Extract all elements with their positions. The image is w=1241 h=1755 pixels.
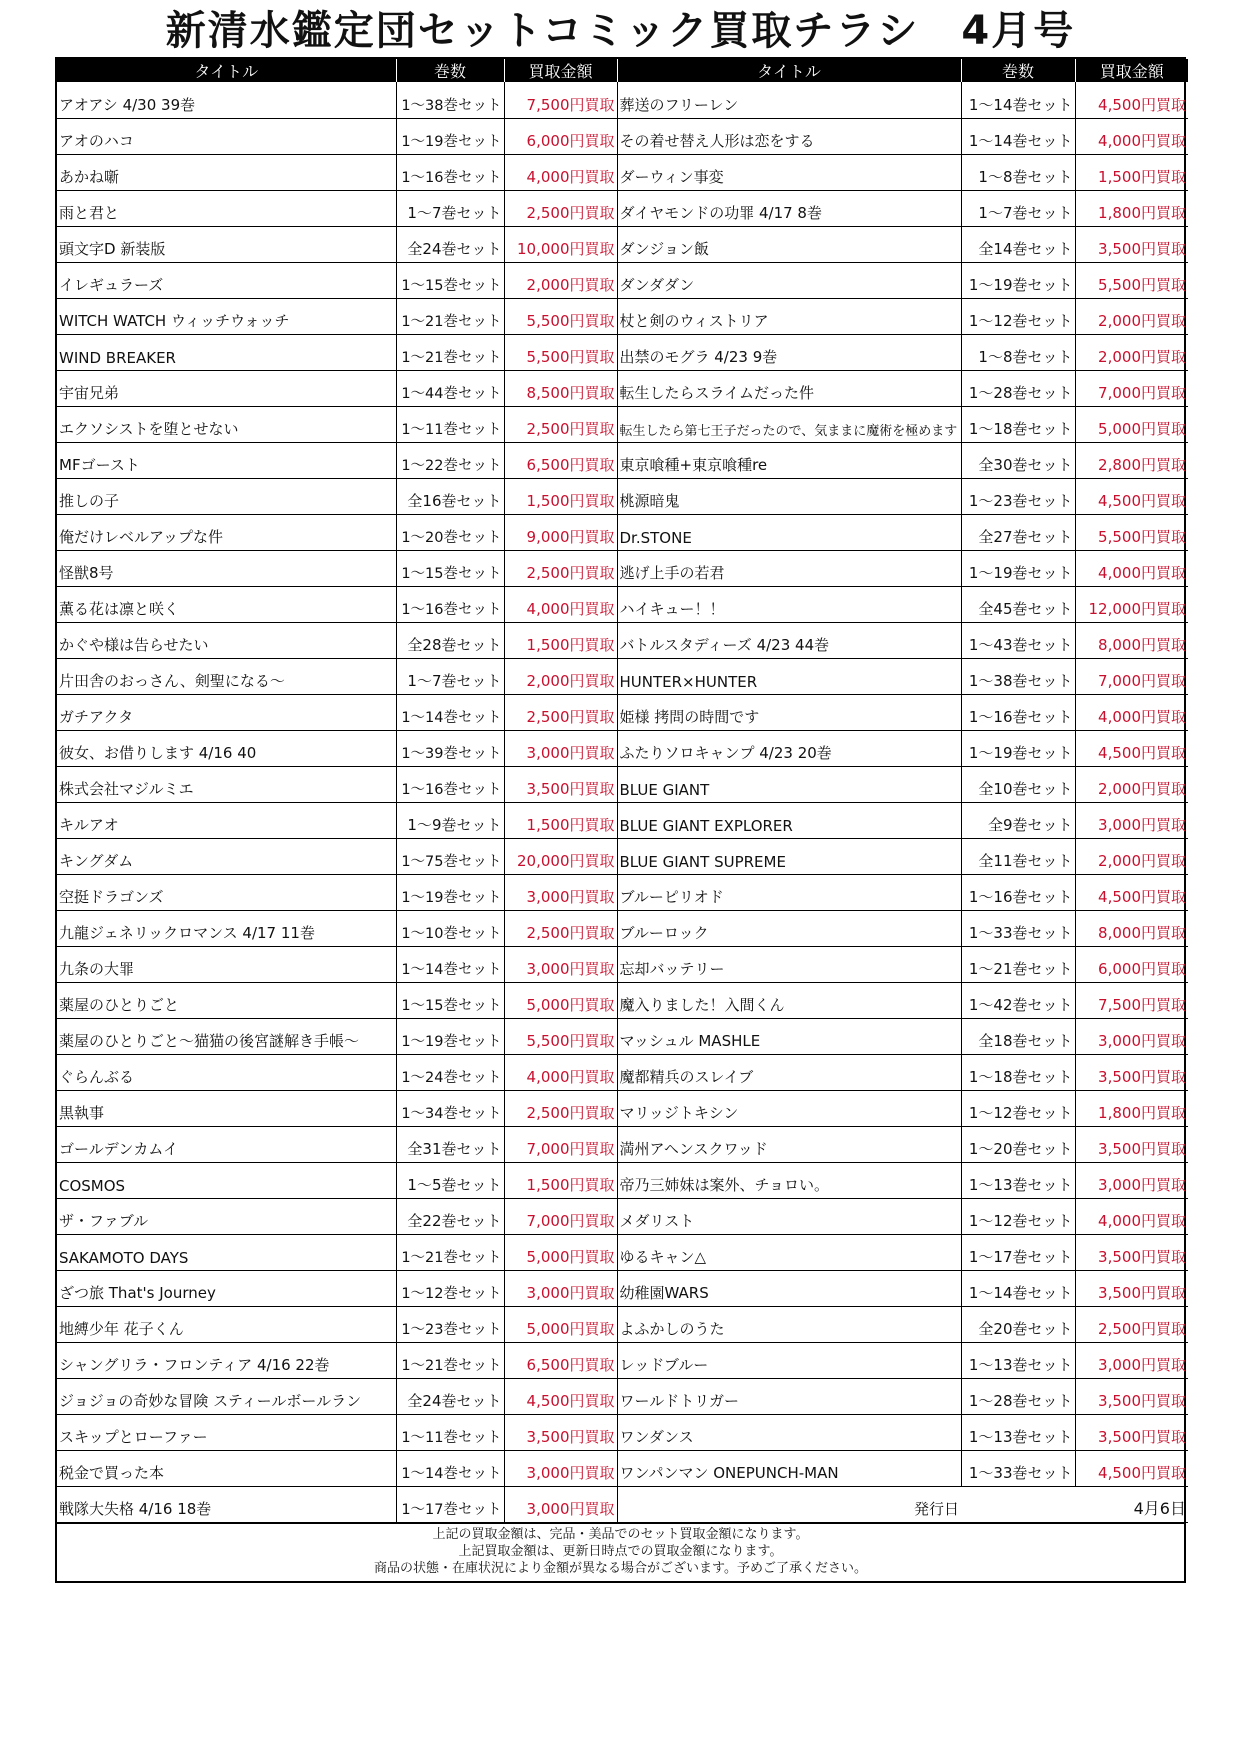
left-price: 3,500円買取	[504, 1414, 617, 1450]
left-volumes: 1～75巻セット	[396, 838, 504, 874]
left-volumes: 1～16巻セット	[396, 766, 504, 802]
note-line: 上記買取金額は、更新日時点での買取金額になります。	[458, 1543, 783, 1559]
right-volumes: 1～19巻セット	[961, 550, 1075, 586]
table-row	[57, 1090, 1188, 1126]
table-row	[57, 730, 1188, 766]
right-title: ワンダンス	[617, 1414, 961, 1450]
right-volumes: 全30巻セット	[961, 442, 1075, 478]
right-price: 3,500円買取	[1075, 1234, 1188, 1270]
left-title: 地縛少年 花子くん	[57, 1306, 396, 1342]
table-row	[57, 982, 1188, 1018]
right-price: 6,000円買取	[1075, 946, 1188, 982]
left-price: 7,500円買取	[504, 82, 617, 118]
table-row	[57, 1162, 1188, 1198]
table-row	[57, 586, 1188, 622]
issue-date: 4月6日	[1075, 1486, 1188, 1522]
right-price: 3,500円買取	[1075, 226, 1188, 262]
right-volumes: 全10巻セット	[961, 766, 1075, 802]
left-volumes: 1～21巻セット	[396, 334, 504, 370]
left-price: 2,500円買取	[504, 1090, 617, 1126]
left-title: 九龍ジェネリックロマンス 4/17 11巻	[57, 910, 396, 946]
right-volumes: 1～28巻セット	[961, 370, 1075, 406]
left-title: アオのハコ	[57, 118, 396, 154]
left-price: 2,500円買取	[504, 694, 617, 730]
left-price: 4,000円買取	[504, 586, 617, 622]
table-row	[57, 1126, 1188, 1162]
table-row	[57, 1306, 1188, 1342]
table-row	[57, 1450, 1188, 1486]
left-volumes: 1～38巻セット	[396, 82, 504, 118]
left-price: 2,500円買取	[504, 910, 617, 946]
table-row	[57, 514, 1188, 550]
right-title: ダーウィン事変	[617, 154, 961, 190]
left-volumes: 全24巻セット	[396, 1378, 504, 1414]
left-title: 薬屋のひとりごと～猫猫の後宮謎解き手帳～	[57, 1018, 396, 1054]
left-volumes: 1～11巻セット	[396, 406, 504, 442]
left-title: スキップとローファー	[57, 1414, 396, 1450]
left-title: ザ・ファブル	[57, 1198, 396, 1234]
left-title: 彼女、お借りします 4/16 40	[57, 730, 396, 766]
table-row	[57, 1234, 1188, 1270]
right-title: ブルーロック	[617, 910, 961, 946]
right-price: 1,500円買取	[1075, 154, 1188, 190]
header-volumes-right: 巻数	[961, 59, 1075, 82]
right-title: 幼稚園WARS	[617, 1270, 961, 1306]
left-price: 3,000円買取	[504, 1450, 617, 1486]
table-row	[57, 442, 1188, 478]
right-price: 4,000円買取	[1075, 550, 1188, 586]
right-volumes: 1～19巻セット	[961, 730, 1075, 766]
right-volumes: 1～16巻セット	[961, 694, 1075, 730]
right-volumes: 1～18巻セット	[961, 1054, 1075, 1090]
right-price: 3,000円買取	[1075, 1162, 1188, 1198]
header-title-right: タイトル	[617, 59, 961, 82]
right-title: マッシュル MASHLE	[617, 1018, 961, 1054]
right-price: 3,500円買取	[1075, 1126, 1188, 1162]
left-volumes: 全24巻セット	[396, 226, 504, 262]
left-title: かぐや様は告らせたい	[57, 622, 396, 658]
left-volumes: 1～15巻セット	[396, 982, 504, 1018]
left-volumes: 1～19巻セット	[396, 1018, 504, 1054]
right-volumes: 1～33巻セット	[961, 1450, 1075, 1486]
right-volumes: 1～23巻セット	[961, 478, 1075, 514]
right-title: Dr.STONE	[617, 514, 961, 550]
left-volumes: 1～10巻セット	[396, 910, 504, 946]
right-price: 3,500円買取	[1075, 1414, 1188, 1450]
left-price: 7,000円買取	[504, 1126, 617, 1162]
left-volumes: 1～7巻セット	[396, 658, 504, 694]
right-volumes: 全18巻セット	[961, 1018, 1075, 1054]
right-price: 3,500円買取	[1075, 1054, 1188, 1090]
flyer-title: 新清水鑑定団セットコミック買取チラシ 4月号	[165, 8, 1076, 54]
right-price: 2,500円買取	[1075, 1306, 1188, 1342]
right-title: マリッジトキシン	[617, 1090, 961, 1126]
left-title: 薬屋のひとりごと	[57, 982, 396, 1018]
left-price: 4,000円買取	[504, 1054, 617, 1090]
left-price: 2,500円買取	[504, 550, 617, 586]
left-volumes: 1～22巻セット	[396, 442, 504, 478]
left-volumes: 1～14巻セット	[396, 1450, 504, 1486]
right-title: ワールドトリガー	[617, 1378, 961, 1414]
right-price: 5,500円買取	[1075, 514, 1188, 550]
right-volumes: 1～14巻セット	[961, 1270, 1075, 1306]
right-title: 杖と剣のウィストリア	[617, 298, 961, 334]
left-price: 2,500円買取	[504, 406, 617, 442]
left-price: 4,500円買取	[504, 1378, 617, 1414]
left-volumes: 1～14巻セット	[396, 946, 504, 982]
right-title: 葬送のフリーレン	[617, 82, 961, 118]
left-volumes: 1～12巻セット	[396, 1270, 504, 1306]
left-price: 6,000円買取	[504, 118, 617, 154]
right-volumes: 1～18巻セット	[961, 406, 1075, 442]
right-volumes: 1～8巻セット	[961, 334, 1075, 370]
right-volumes: 1～14巻セット	[961, 82, 1075, 118]
left-price: 3,500円買取	[504, 766, 617, 802]
right-title: 忘却バッテリー	[617, 946, 961, 982]
right-price: 4,500円買取	[1075, 1450, 1188, 1486]
right-price: 3,500円買取	[1075, 1270, 1188, 1306]
left-volumes: 全16巻セット	[396, 478, 504, 514]
left-title: 頭文字D 新装版	[57, 226, 396, 262]
right-volumes: 1～38巻セット	[961, 658, 1075, 694]
left-volumes: 1～15巻セット	[396, 550, 504, 586]
table-row	[57, 334, 1188, 370]
left-title: COSMOS	[57, 1162, 396, 1198]
right-volumes: 1～19巻セット	[961, 262, 1075, 298]
left-title: キルアオ	[57, 802, 396, 838]
left-title: 株式会社マジルミエ	[57, 766, 396, 802]
left-title: 空挺ドラゴンズ	[57, 874, 396, 910]
left-title: アオアシ 4/30 39巻	[57, 82, 396, 118]
last-left-title: 戦隊大失格 4/16 18巻	[57, 1486, 396, 1522]
left-title: 黒執事	[57, 1090, 396, 1126]
right-price: 5,000円買取	[1075, 406, 1188, 442]
left-price: 5,000円買取	[504, 1306, 617, 1342]
left-volumes: 全28巻セット	[396, 622, 504, 658]
right-title: BLUE GIANT	[617, 766, 961, 802]
right-title: ブルーピリオド	[617, 874, 961, 910]
left-volumes: 1～34巻セット	[396, 1090, 504, 1126]
left-price: 3,000円買取	[504, 730, 617, 766]
right-title: ダンダダン	[617, 262, 961, 298]
right-volumes: 1～42巻セット	[961, 982, 1075, 1018]
left-price: 1,500円買取	[504, 478, 617, 514]
left-price: 3,000円買取	[504, 946, 617, 982]
left-price: 2,500円買取	[504, 190, 617, 226]
right-volumes: 全11巻セット	[961, 838, 1075, 874]
right-price: 2,000円買取	[1075, 838, 1188, 874]
left-title: ざつ旅 That's Journey	[57, 1270, 396, 1306]
left-price: 1,500円買取	[504, 622, 617, 658]
right-volumes: 1～21巻セット	[961, 946, 1075, 982]
left-title: ガチアクタ	[57, 694, 396, 730]
right-title: HUNTER×HUNTER	[617, 658, 961, 694]
right-volumes: 全9巻セット	[961, 802, 1075, 838]
table-row	[57, 910, 1188, 946]
right-volumes: 1～13巻セット	[961, 1414, 1075, 1450]
right-title: ゆるキャン△	[617, 1234, 961, 1270]
left-title: WIND BREAKER	[57, 334, 396, 370]
left-volumes: 1～11巻セット	[396, 1414, 504, 1450]
table-row	[57, 1342, 1188, 1378]
table-row	[57, 226, 1188, 262]
left-price: 6,500円買取	[504, 1342, 617, 1378]
left-price: 1,500円買取	[504, 802, 617, 838]
left-title: 宇宙兄弟	[57, 370, 396, 406]
header-price-right: 買取金額	[1075, 59, 1188, 82]
right-title: その着せ替え人形は恋をする	[617, 118, 961, 154]
left-title: MFゴースト	[57, 442, 396, 478]
left-volumes: 1～23巻セット	[396, 1306, 504, 1342]
table-row	[57, 766, 1188, 802]
left-price: 6,500円買取	[504, 442, 617, 478]
right-volumes: 1～28巻セット	[961, 1378, 1075, 1414]
left-title: 怪獣8号	[57, 550, 396, 586]
table-row	[57, 406, 1188, 442]
right-volumes: 1～20巻セット	[961, 1126, 1075, 1162]
left-volumes: 1～19巻セット	[396, 118, 504, 154]
left-price: 2,000円買取	[504, 262, 617, 298]
table-row	[57, 154, 1188, 190]
left-price: 10,000円買取	[504, 226, 617, 262]
right-volumes: 全27巻セット	[961, 514, 1075, 550]
table-row	[57, 262, 1188, 298]
left-title: シャングリラ・フロンティア 4/16 22巻	[57, 1342, 396, 1378]
left-volumes: 1～19巻セット	[396, 874, 504, 910]
table-row	[57, 1054, 1188, 1090]
left-volumes: 全22巻セット	[396, 1198, 504, 1234]
issue-gap	[961, 1486, 1075, 1522]
right-title: よふかしのうた	[617, 1306, 961, 1342]
left-title: エクソシストを堕とせない	[57, 406, 396, 442]
left-title: イレギュラーズ	[57, 262, 396, 298]
table-row	[57, 946, 1188, 982]
right-price: 4,500円買取	[1075, 82, 1188, 118]
left-title: 片田舎のおっさん、剣聖になる～	[57, 658, 396, 694]
table-row	[57, 190, 1188, 226]
right-price: 3,500円買取	[1075, 1378, 1188, 1414]
left-price: 7,000円買取	[504, 1198, 617, 1234]
left-volumes: 1～5巻セット	[396, 1162, 504, 1198]
table-body	[57, 82, 1188, 1486]
left-volumes: 1～21巻セット	[396, 1342, 504, 1378]
left-price: 5,500円買取	[504, 334, 617, 370]
left-volumes: 1～21巻セット	[396, 298, 504, 334]
left-title: 薫る花は凛と咲く	[57, 586, 396, 622]
right-price: 7,000円買取	[1075, 370, 1188, 406]
table-row	[57, 658, 1188, 694]
left-volumes: 1～44巻セット	[396, 370, 504, 406]
right-volumes: 1～13巻セット	[961, 1162, 1075, 1198]
table-row	[57, 550, 1188, 586]
left-price: 5,500円買取	[504, 1018, 617, 1054]
right-price: 4,500円買取	[1075, 478, 1188, 514]
left-title: ぐらんぶる	[57, 1054, 396, 1090]
left-title: あかね噺	[57, 154, 396, 190]
right-title: ワンパンマン ONEPUNCH-MAN	[617, 1450, 961, 1486]
right-price: 12,000円買取	[1075, 586, 1188, 622]
right-volumes: 1～8巻セット	[961, 154, 1075, 190]
left-volumes: 1～16巻セット	[396, 586, 504, 622]
left-volumes: 1～20巻セット	[396, 514, 504, 550]
left-volumes: 1～9巻セット	[396, 802, 504, 838]
right-title: 魔都精兵のスレイブ	[617, 1054, 961, 1090]
last-left-price: 3,000円買取	[504, 1486, 617, 1522]
table-row	[57, 370, 1188, 406]
table-row	[57, 1270, 1188, 1306]
right-price: 8,000円買取	[1075, 622, 1188, 658]
right-price: 2,800円買取	[1075, 442, 1188, 478]
right-title: レッドブルー	[617, 1342, 961, 1378]
table-row	[57, 1018, 1188, 1054]
last-row	[57, 1486, 1188, 1522]
right-title: 桃源暗鬼	[617, 478, 961, 514]
table-row	[57, 1198, 1188, 1234]
table-row	[57, 478, 1188, 514]
left-volumes: 全31巻セット	[396, 1126, 504, 1162]
right-volumes: 全20巻セット	[961, 1306, 1075, 1342]
right-title: 東京喰種+東京喰種re	[617, 442, 961, 478]
right-volumes: 1～14巻セット	[961, 118, 1075, 154]
left-volumes: 1～15巻セット	[396, 262, 504, 298]
issue-date-label: 発行日	[617, 1486, 961, 1522]
left-price: 5,000円買取	[504, 1234, 617, 1270]
left-title: SAKAMOTO DAYS	[57, 1234, 396, 1270]
right-price: 4,500円買取	[1075, 874, 1188, 910]
right-volumes: 1～12巻セット	[961, 1198, 1075, 1234]
right-price: 3,000円買取	[1075, 1342, 1188, 1378]
table-row	[57, 694, 1188, 730]
right-price: 8,000円買取	[1075, 910, 1188, 946]
left-volumes: 1～7巻セット	[396, 190, 504, 226]
notes	[57, 1523, 1184, 1581]
right-price: 3,000円買取	[1075, 802, 1188, 838]
right-price: 4,000円買取	[1075, 118, 1188, 154]
left-price: 9,000円買取	[504, 514, 617, 550]
right-title: 魔入りました！入間くん	[617, 982, 961, 1018]
right-volumes: 1～12巻セット	[961, 298, 1075, 334]
right-title: ダンジョン飯	[617, 226, 961, 262]
table-header-row	[57, 59, 1188, 82]
left-title: キングダム	[57, 838, 396, 874]
table-row	[57, 82, 1188, 118]
right-title: メダリスト	[617, 1198, 961, 1234]
right-price: 4,500円買取	[1075, 730, 1188, 766]
right-price: 2,000円買取	[1075, 334, 1188, 370]
price-table	[57, 59, 1188, 1523]
table-row	[57, 1378, 1188, 1414]
right-price: 3,000円買取	[1075, 1018, 1188, 1054]
left-title: 俺だけレベルアップな件	[57, 514, 396, 550]
header-volumes-left: 巻数	[396, 59, 504, 82]
right-volumes: 1～17巻セット	[961, 1234, 1075, 1270]
left-title: 税金で買った本	[57, 1450, 396, 1486]
note-line: 上記の買取金額は、完品・美品でのセット買取金額になります。	[432, 1526, 809, 1542]
right-title: 転生したらスライムだった件	[617, 370, 961, 406]
left-volumes: 1～14巻セット	[396, 694, 504, 730]
right-title: 帝乃三姉妹は案外、チョロい。	[617, 1162, 961, 1198]
right-title: 転生したら第七王子だったので、気ままに魔術を極めます	[617, 406, 961, 442]
right-volumes: 1～7巻セット	[961, 190, 1075, 226]
header-title-left: タイトル	[57, 59, 396, 82]
header-price-left: 買取金額	[504, 59, 617, 82]
right-volumes: 1～16巻セット	[961, 874, 1075, 910]
right-title: 満州アヘンスクワッド	[617, 1126, 961, 1162]
left-price: 20,000円買取	[504, 838, 617, 874]
left-price: 2,000円買取	[504, 658, 617, 694]
left-price: 8,500円買取	[504, 370, 617, 406]
left-price: 5,500円買取	[504, 298, 617, 334]
right-title: バトルスタディーズ 4/23 44巻	[617, 622, 961, 658]
table-row	[57, 802, 1188, 838]
left-title: ゴールデンカムイ	[57, 1126, 396, 1162]
left-price: 4,000円買取	[504, 154, 617, 190]
right-price: 1,800円買取	[1075, 190, 1188, 226]
left-volumes: 1～21巻セット	[396, 1234, 504, 1270]
note-line: 商品の状態・在庫状況により金額が異なる場合がございます。予めご了承ください。	[374, 1560, 867, 1576]
right-price: 5,500円買取	[1075, 262, 1188, 298]
right-title: BLUE GIANT SUPREME	[617, 838, 961, 874]
left-price: 3,000円買取	[504, 1270, 617, 1306]
right-price: 4,000円買取	[1075, 1198, 1188, 1234]
right-price: 2,000円買取	[1075, 766, 1188, 802]
right-price: 7,000円買取	[1075, 658, 1188, 694]
right-title: 出禁のモグラ 4/23 9巻	[617, 334, 961, 370]
table-row	[57, 118, 1188, 154]
left-title: 九条の大罪	[57, 946, 396, 982]
left-title: WITCH WATCH ウィッチウォッチ	[57, 298, 396, 334]
right-title: 逃げ上手の若君	[617, 550, 961, 586]
table-row	[57, 874, 1188, 910]
price-sheet	[55, 57, 1186, 1583]
left-title: 雨と君と	[57, 190, 396, 226]
right-price: 4,000円買取	[1075, 694, 1188, 730]
right-title: ハイキュー！！	[617, 586, 961, 622]
table-row	[57, 298, 1188, 334]
last-left-volumes: 1～17巻セット	[396, 1486, 504, 1522]
table-row	[57, 622, 1188, 658]
table-row	[57, 1414, 1188, 1450]
right-title: BLUE GIANT EXPLORER	[617, 802, 961, 838]
right-title: ふたりソロキャンプ 4/23 20巻	[617, 730, 961, 766]
right-title: ダイヤモンドの功罪 4/17 8巻	[617, 190, 961, 226]
right-volumes: 1～33巻セット	[961, 910, 1075, 946]
right-volumes: 全14巻セット	[961, 226, 1075, 262]
left-title: ジョジョの奇妙な冒険 スティールボールラン	[57, 1378, 396, 1414]
right-price: 1,800円買取	[1075, 1090, 1188, 1126]
right-volumes: 1～12巻セット	[961, 1090, 1075, 1126]
table-row	[57, 838, 1188, 874]
left-price: 1,500円買取	[504, 1162, 617, 1198]
right-price: 7,500円買取	[1075, 982, 1188, 1018]
left-price: 3,000円買取	[504, 874, 617, 910]
left-volumes: 1～39巻セット	[396, 730, 504, 766]
left-volumes: 1～16巻セット	[396, 154, 504, 190]
right-volumes: 1～43巻セット	[961, 622, 1075, 658]
right-volumes: 全45巻セット	[961, 586, 1075, 622]
right-title: 姫様 拷問の時間です	[617, 694, 961, 730]
left-volumes: 1～24巻セット	[396, 1054, 504, 1090]
left-title: 推しの子	[57, 478, 396, 514]
right-volumes: 1～13巻セット	[961, 1342, 1075, 1378]
right-price: 2,000円買取	[1075, 298, 1188, 334]
left-price: 5,000円買取	[504, 982, 617, 1018]
